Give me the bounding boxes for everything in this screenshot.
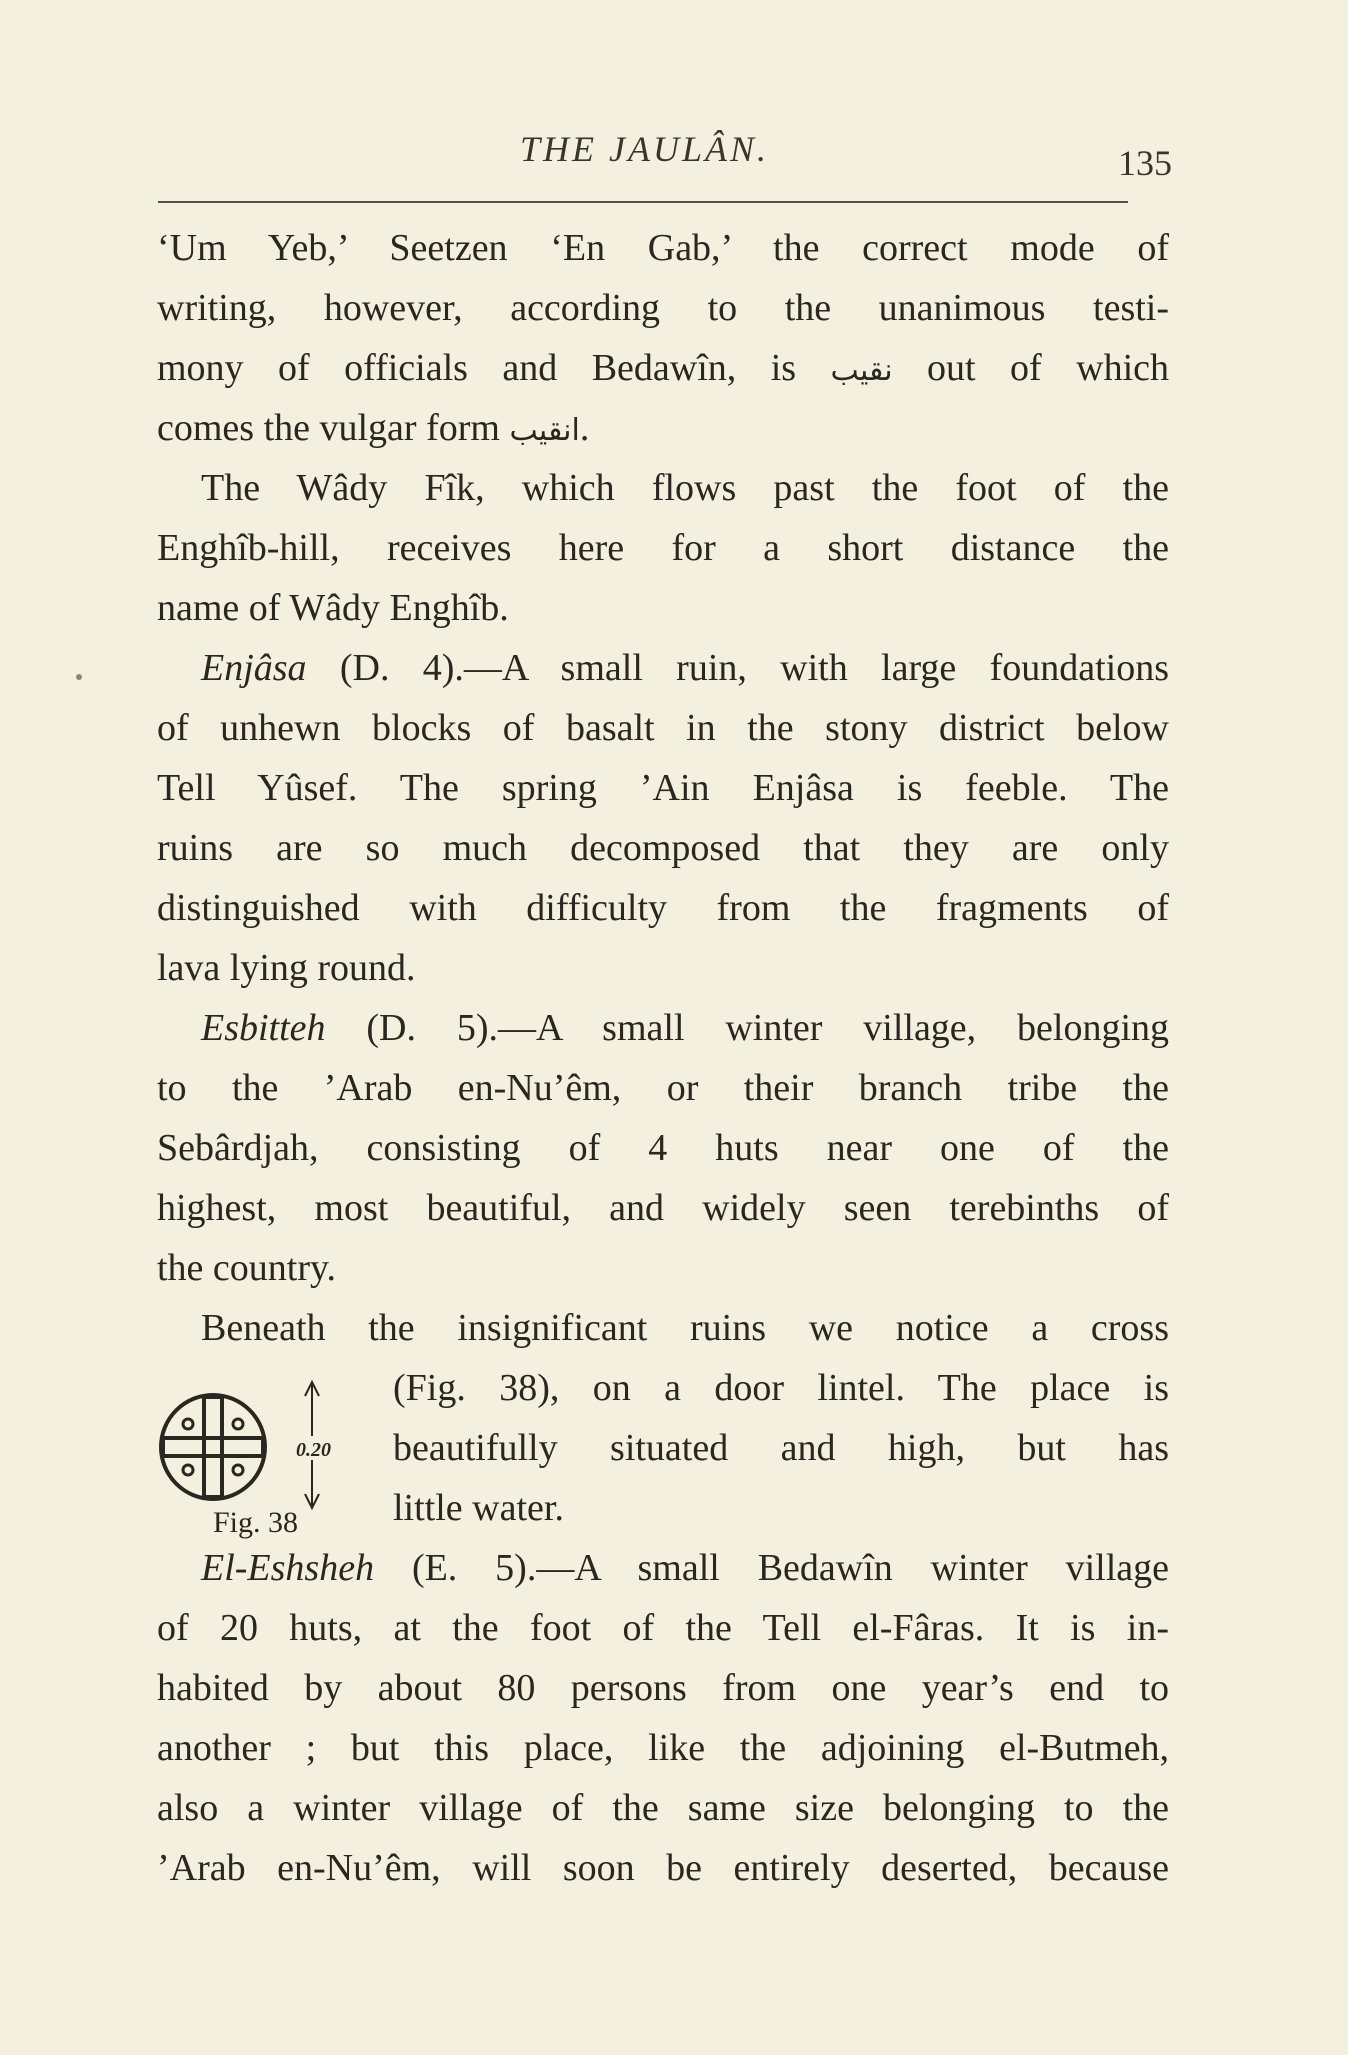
text-line xyxy=(157,758,1169,818)
text-line xyxy=(157,1118,1169,1178)
text-line xyxy=(201,638,1169,698)
text-line xyxy=(157,218,1169,278)
cross-dot-top-right xyxy=(233,1419,243,1429)
cross-horizontal-bar xyxy=(163,1438,263,1456)
text-line xyxy=(393,1358,1169,1418)
text-segment: writing, however, according to the unanimous testi- xyxy=(157,287,1169,329)
arabic-word: انقيب xyxy=(509,413,580,448)
text-segment: the country. xyxy=(157,1247,337,1289)
entry-heading: Enjâsa xyxy=(201,647,307,689)
text-line xyxy=(201,458,1169,518)
text-line xyxy=(157,1838,1169,1898)
text-line xyxy=(157,1238,1169,1298)
entry-heading: El-Eshsheh xyxy=(201,1547,375,1589)
text-segment: also a winter village of the same size belonging to the xyxy=(157,1787,1169,1829)
text-line xyxy=(201,998,1169,1058)
cross-lintel-drawing xyxy=(150,1372,360,1522)
text-segment: ’Arab en-Nu’êm, will soon be entirely deserted, because xyxy=(157,1847,1169,1889)
text-segment: habited by about 80 persons from one year’s end to xyxy=(157,1667,1169,1709)
text-line xyxy=(157,278,1169,338)
text-line xyxy=(201,1298,1169,1358)
text-line xyxy=(157,878,1169,938)
text-segment: out of which xyxy=(892,347,1169,389)
text-segment: (D. 4).—A small ruin, with large foundations xyxy=(306,647,1169,689)
text-line xyxy=(157,1598,1169,1658)
page-number: 135 xyxy=(1118,143,1172,183)
text-segment: little water. xyxy=(393,1487,564,1529)
text-segment: Sebârdjah, consisting of 4 huts near one of the xyxy=(157,1127,1169,1169)
text-segment: Tell Yûsef. The spring ’Ain Enjâsa is feeble. The xyxy=(157,767,1169,809)
text-segment: Enghîb-hill, receives here for a short distance the xyxy=(157,527,1169,569)
text-segment: lava lying round. xyxy=(157,947,416,989)
text-line xyxy=(157,338,1169,398)
text-segment: ‘Um Yeb,’ Seetzen ‘En Gab,’ the correct mode of xyxy=(157,227,1169,269)
text-segment: mony of officials and Bedawîn, is xyxy=(157,347,831,389)
text-segment: ruins are so much decomposed that they are only xyxy=(157,827,1169,869)
arabic-word: نقيب xyxy=(830,353,893,388)
text-segment: highest, most beautiful, and widely seen terebinths of xyxy=(157,1187,1169,1229)
text-segment: name of Wâdy Enghîb. xyxy=(157,587,509,629)
text-line xyxy=(157,518,1169,578)
cross-circle xyxy=(161,1395,265,1499)
text-segment: another ; but this place, like the adjoining el-Butmeh, xyxy=(157,1727,1169,1769)
cross-dot-bottom-left xyxy=(183,1465,193,1475)
text-segment: of unhewn blocks of basalt in the stony district below xyxy=(157,707,1169,749)
text-segment: of 20 huts, at the foot of the Tell el-Fâras. It is in- xyxy=(157,1607,1169,1649)
text-segment: . xyxy=(579,407,590,449)
text-segment: beautifully situated and high, but has xyxy=(393,1427,1169,1469)
text-segment: (E. 5).—A small Bedawîn winter village xyxy=(374,1547,1169,1589)
text-line xyxy=(157,1058,1169,1118)
text-line xyxy=(157,818,1169,878)
running-header-title: THE JAULÂN. xyxy=(520,129,769,169)
text-segment: to the ’Arab en-Nu’êm, or their branch tribe the xyxy=(157,1067,1169,1109)
text-segment: comes the vulgar form xyxy=(157,407,510,449)
text-line xyxy=(393,1478,1169,1538)
text-segment: (D. 5).—A small winter village, belonging xyxy=(325,1007,1169,1049)
text-line xyxy=(157,578,1169,638)
dimension-label: 0.20 xyxy=(296,1439,331,1461)
text-segment: distinguished with difficulty from the fragments of xyxy=(157,887,1169,929)
text-line xyxy=(157,1658,1169,1718)
text-line xyxy=(157,938,1169,998)
text-segment: The Wâdy Fîk, which flows past the foot of the xyxy=(201,467,1169,509)
entry-heading: Esbitteh xyxy=(201,1007,326,1049)
text-line xyxy=(157,1718,1169,1778)
text-line xyxy=(157,698,1169,758)
cross-dot-top-left xyxy=(183,1419,193,1429)
margin-mark xyxy=(76,674,82,680)
figure-caption: Fig. 38 xyxy=(213,1506,299,1539)
text-line xyxy=(157,398,1169,458)
text-line xyxy=(157,1178,1169,1238)
text-line xyxy=(157,1778,1169,1838)
text-segment: Beneath the insignificant ruins we notice a cross xyxy=(201,1307,1169,1349)
text-segment: (Fig. 38), on a door lintel. The place is xyxy=(393,1367,1169,1409)
cross-dot-bottom-right xyxy=(233,1465,243,1475)
text-line xyxy=(393,1418,1169,1478)
header-rule xyxy=(158,201,1128,203)
text-line xyxy=(201,1538,1169,1598)
cross-vertical-bar xyxy=(204,1397,222,1497)
